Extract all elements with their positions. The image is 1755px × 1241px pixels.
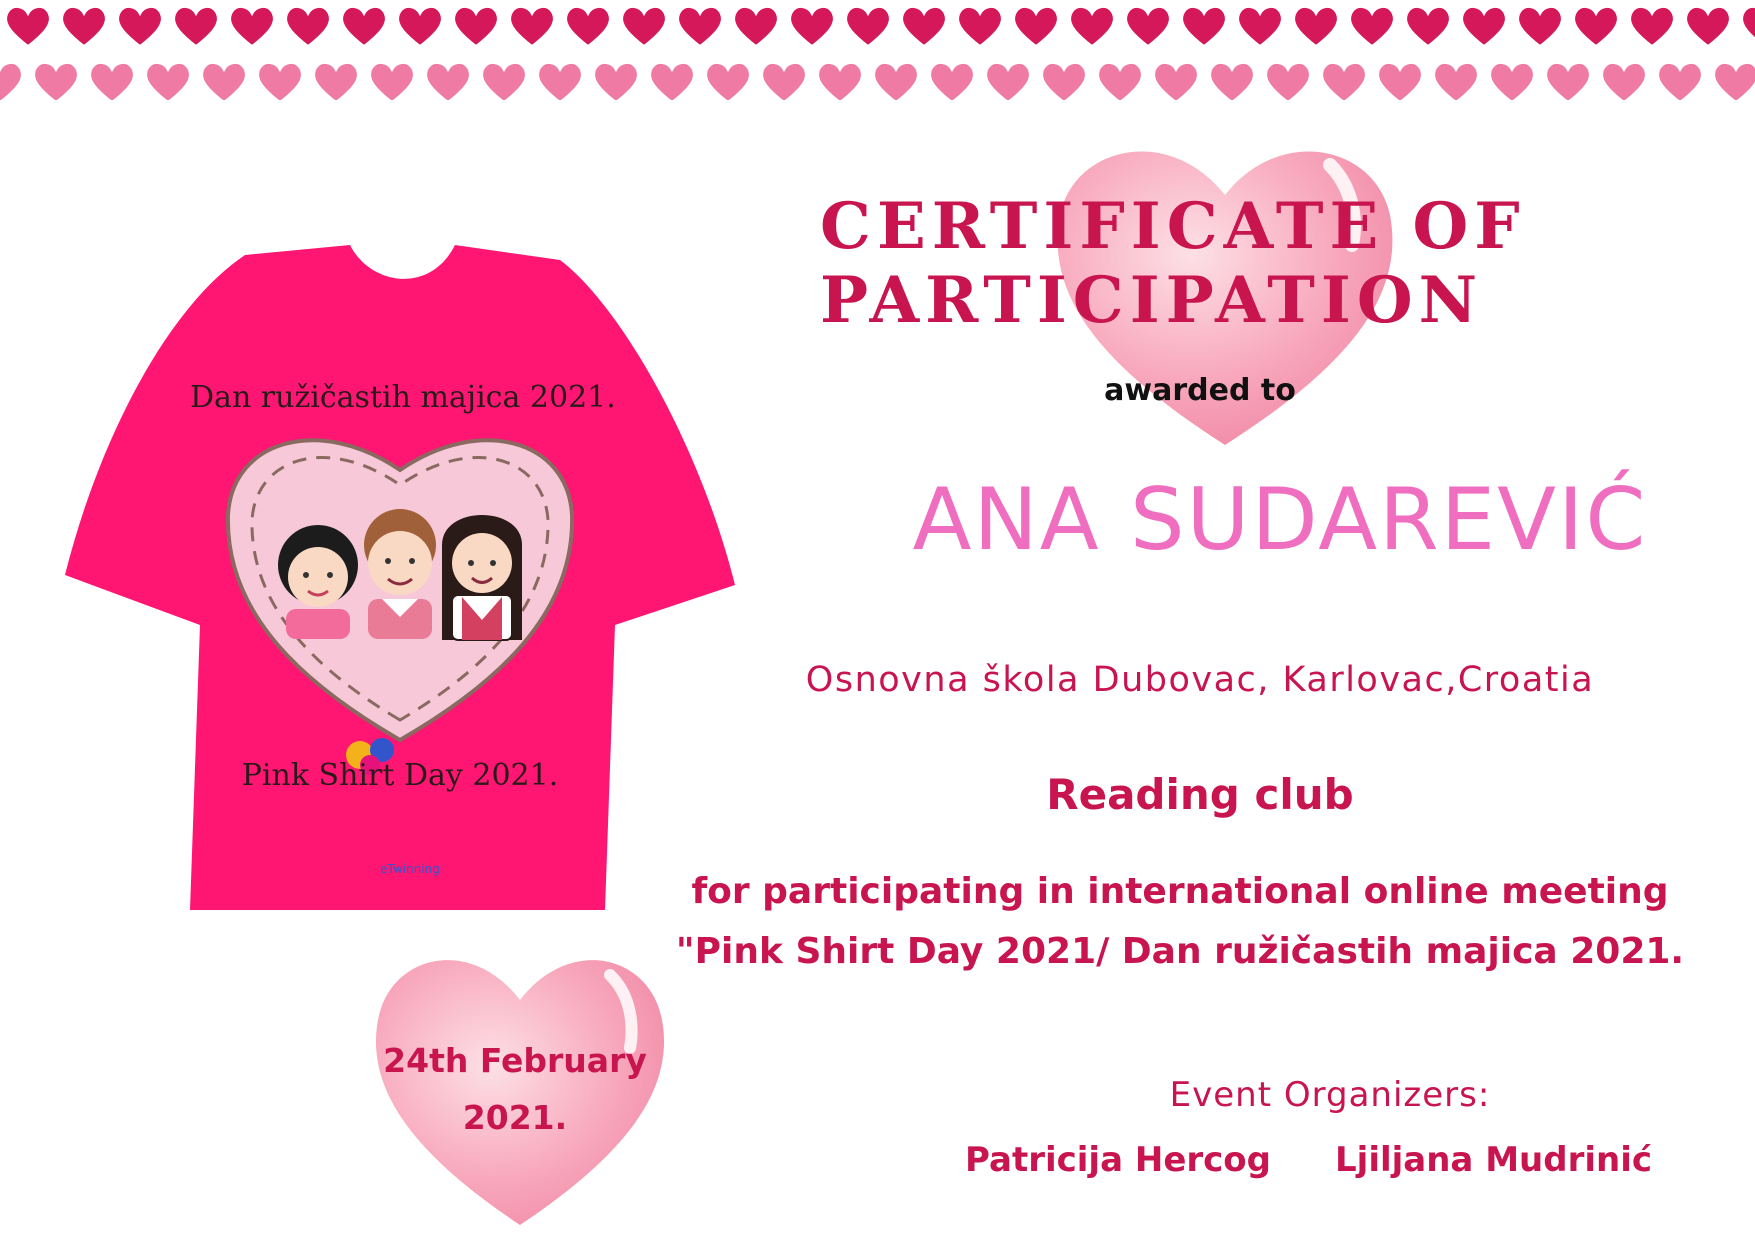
kids-faces-icon: [278, 509, 522, 640]
organizer-name-1: Patricija Hercog: [965, 1140, 1271, 1180]
shirt-bottom-text: Pink Shirt Day 2021.: [241, 758, 559, 793]
recipient-name: ANA SUDAREVIĆ: [912, 470, 1648, 570]
club-name: Reading club: [1046, 770, 1354, 819]
description-line1: for participating in international online meeting: [691, 871, 1669, 912]
pink-tshirt-illustration: [60, 245, 740, 915]
etwinning-logo-text: eTwinning: [380, 862, 440, 876]
certificate-title-line1: CERTIFICATE OF: [820, 189, 1526, 264]
participation-description: [640, 862, 1720, 982]
shirt-top-text: Dan ružičastih majica 2021.: [190, 380, 616, 415]
date-line2: 2021.: [462, 1098, 568, 1137]
date-line1: 24th February: [383, 1041, 647, 1080]
school-name: Osnovna škola Dubovac, Karlovac,Croatia: [805, 660, 1595, 700]
organizer-name-2: Ljiljana Mudrinić: [1335, 1140, 1653, 1180]
certificate-title: [820, 190, 1580, 338]
heart-border-band: [0, 0, 1755, 100]
awarded-to-label: awarded to: [1104, 373, 1296, 408]
description-line2: "Pink Shirt Day 2021/ Dan ružičastih majica 2021.: [675, 931, 1685, 972]
organizers-label: Event Organizers:: [1169, 1075, 1491, 1115]
event-date: [355, 1032, 675, 1146]
certificate-title-line2: PARTICIPATION: [820, 263, 1484, 338]
